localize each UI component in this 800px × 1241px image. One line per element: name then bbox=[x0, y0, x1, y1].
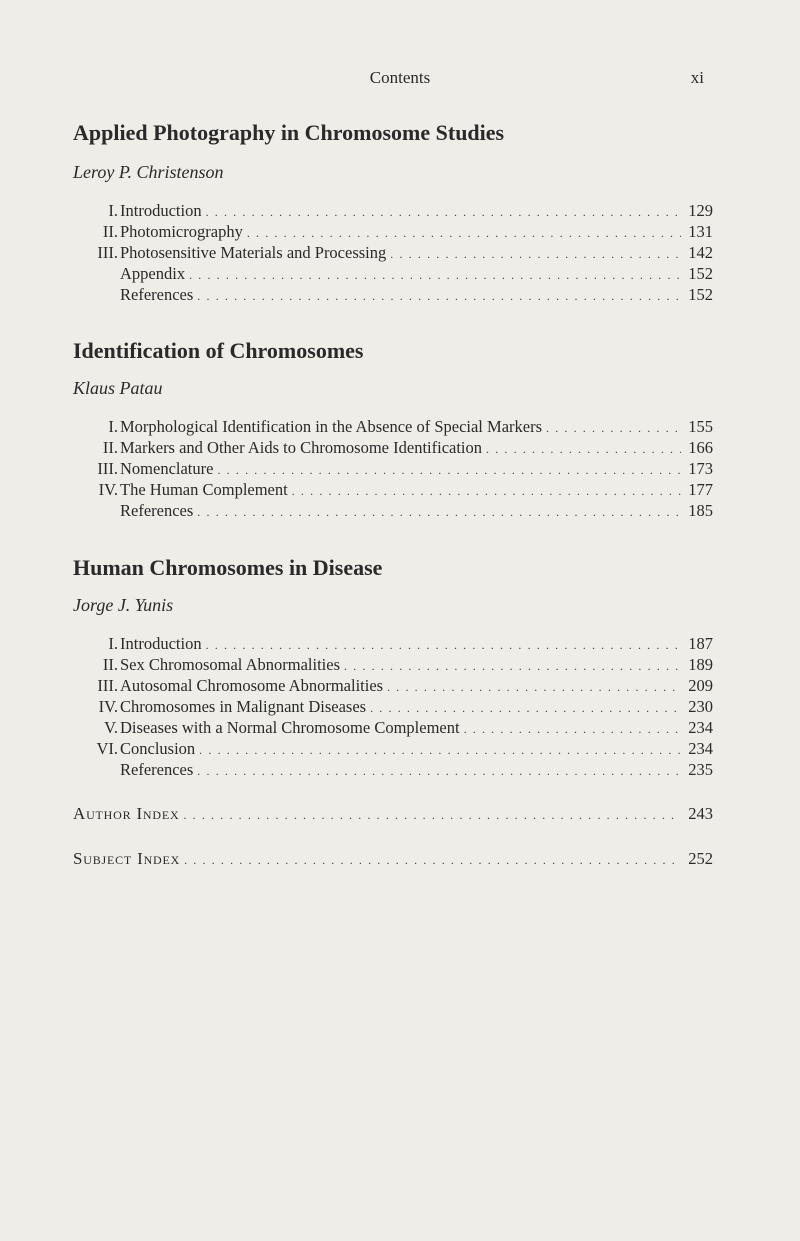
dot-leader bbox=[247, 222, 681, 244]
toc-entry-author-index[interactable] bbox=[73, 803, 713, 825]
entry-number: I. bbox=[108, 634, 118, 653]
toc-entry[interactable] bbox=[73, 759, 713, 781]
section-author: Leroy P. Christenson bbox=[73, 162, 224, 182]
dot-leader bbox=[197, 501, 681, 523]
dot-leader bbox=[199, 739, 681, 761]
entry-page: 230 bbox=[688, 697, 713, 716]
entry-page: 152 bbox=[688, 264, 713, 283]
running-head bbox=[0, 68, 800, 92]
entry-label: References bbox=[120, 285, 194, 304]
entry-label: Photomicrography bbox=[120, 222, 243, 241]
entry-number: III. bbox=[97, 459, 118, 478]
toc-entry[interactable] bbox=[73, 479, 713, 501]
entry-label: Introduction bbox=[120, 634, 202, 653]
entry-number: I. bbox=[108, 201, 118, 220]
section-title: Identification of Chromosomes bbox=[73, 338, 364, 363]
entry-page: 166 bbox=[688, 438, 713, 457]
entry-label: Sex Chromosomal Abnormalities bbox=[120, 655, 340, 674]
entry-page: 177 bbox=[688, 480, 713, 499]
toc-entry[interactable] bbox=[73, 284, 713, 306]
entry-label: Nomenclature bbox=[120, 459, 214, 478]
dot-leader bbox=[344, 655, 681, 677]
dot-leader bbox=[464, 718, 681, 740]
dot-leader bbox=[546, 417, 681, 439]
entry-number: III. bbox=[97, 243, 118, 262]
toc-section-photography bbox=[73, 118, 713, 304]
entry-number: IV. bbox=[98, 480, 118, 499]
entry-label: Subject Index bbox=[73, 849, 181, 868]
entry-page: 155 bbox=[688, 417, 713, 436]
entry-label: Introduction bbox=[120, 201, 202, 220]
entry-page: 189 bbox=[688, 655, 713, 674]
entry-label: References bbox=[120, 760, 194, 779]
toc-entry[interactable] bbox=[73, 437, 713, 459]
entry-label: Morphological Identification in the Absence of Special Markers bbox=[120, 417, 542, 436]
entry-page: 173 bbox=[688, 459, 713, 478]
entry-number: I. bbox=[108, 417, 118, 436]
entry-number: V. bbox=[104, 718, 118, 737]
entry-label: References bbox=[120, 501, 194, 520]
dot-leader bbox=[292, 480, 681, 502]
dot-leader bbox=[189, 264, 681, 286]
entry-page: 209 bbox=[688, 676, 713, 695]
dot-leader bbox=[197, 760, 681, 782]
toc-entry[interactable] bbox=[73, 221, 713, 243]
entry-label: Autosomal Chromosome Abnormalities bbox=[120, 676, 384, 695]
toc-entry[interactable] bbox=[73, 696, 713, 718]
toc-entry[interactable] bbox=[73, 675, 713, 697]
entry-number: IV. bbox=[98, 697, 118, 716]
toc-entry[interactable] bbox=[73, 416, 713, 438]
entry-page: 234 bbox=[688, 718, 713, 737]
entry-label: Diseases with a Normal Chromosome Complement bbox=[120, 718, 460, 737]
toc-entry[interactable] bbox=[73, 738, 713, 760]
entry-label: Chromosomes in Malignant Diseases bbox=[120, 697, 367, 716]
entry-label: Markers and Other Aids to Chromosome Identification bbox=[120, 438, 483, 457]
toc-entry-subject-index[interactable] bbox=[73, 848, 713, 870]
running-title: Contents bbox=[369, 68, 431, 87]
entry-page: 234 bbox=[688, 739, 713, 758]
entry-label: Conclusion bbox=[120, 739, 196, 758]
entry-page: 131 bbox=[688, 222, 713, 241]
entry-page: 185 bbox=[688, 501, 713, 520]
entry-page: 187 bbox=[688, 634, 713, 653]
entry-label: Photosensitive Materials and Processing bbox=[120, 243, 387, 262]
dot-leader bbox=[486, 438, 681, 460]
entry-number: VI. bbox=[96, 739, 118, 758]
section-title: Human Chromosomes in Disease bbox=[73, 555, 383, 580]
toc-entry[interactable] bbox=[73, 633, 713, 655]
toc-section-identification bbox=[73, 336, 713, 520]
entry-label: The Human Complement bbox=[120, 480, 288, 499]
dot-leader bbox=[390, 243, 681, 265]
entry-page: 142 bbox=[688, 243, 713, 262]
dot-leader bbox=[217, 459, 681, 481]
entry-number: III. bbox=[97, 676, 118, 695]
section-author: Jorge J. Yunis bbox=[73, 595, 174, 615]
toc-entry[interactable] bbox=[73, 500, 713, 522]
entry-label: Author Index bbox=[73, 804, 180, 823]
entry-page: 152 bbox=[688, 285, 713, 304]
dot-leader bbox=[206, 634, 681, 656]
toc-entry[interactable] bbox=[73, 717, 713, 739]
entry-page: 243 bbox=[688, 804, 713, 823]
entry-page: 129 bbox=[688, 201, 713, 220]
entry-page: 252 bbox=[688, 849, 713, 868]
toc-entry[interactable] bbox=[73, 263, 713, 285]
page-folio: xi bbox=[690, 68, 704, 87]
dot-leader bbox=[197, 285, 681, 307]
entry-number: II. bbox=[102, 655, 118, 674]
dot-leader bbox=[370, 697, 681, 719]
entry-number: II. bbox=[102, 222, 118, 241]
entry-number: II. bbox=[102, 438, 118, 457]
dot-leader bbox=[387, 676, 681, 698]
toc-entry[interactable] bbox=[73, 458, 713, 480]
dot-leader bbox=[206, 201, 681, 223]
entry-label: Appendix bbox=[120, 264, 186, 283]
dot-leader bbox=[184, 849, 681, 871]
toc-entry[interactable] bbox=[73, 654, 713, 676]
toc-entry[interactable] bbox=[73, 242, 713, 264]
section-author: Klaus Patau bbox=[73, 378, 163, 398]
entry-page: 235 bbox=[688, 760, 713, 779]
dot-leader bbox=[183, 804, 681, 826]
toc-entry[interactable] bbox=[73, 200, 713, 222]
section-title: Applied Photography in Chromosome Studies bbox=[73, 120, 505, 145]
toc-section-disease bbox=[73, 553, 713, 779]
